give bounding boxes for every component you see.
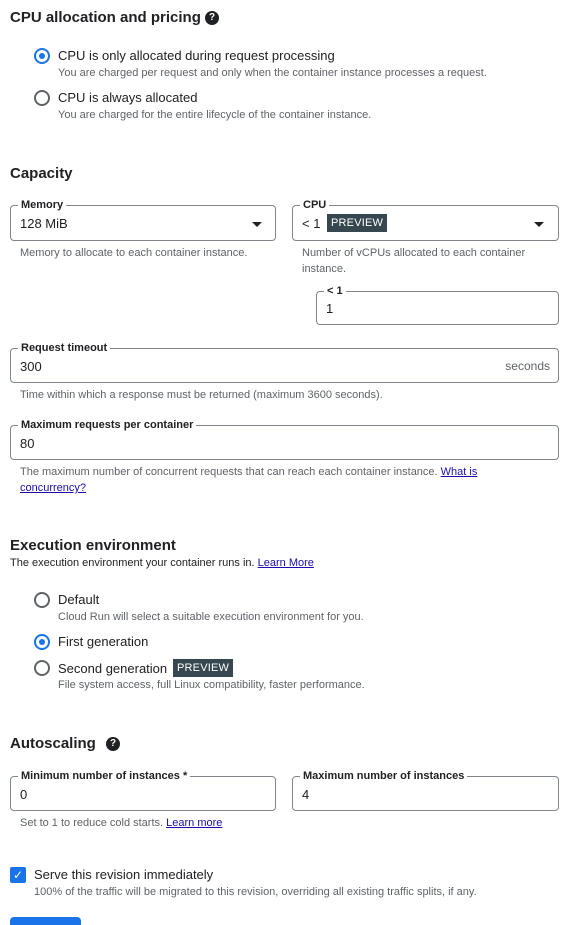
preview-badge: PREVIEW bbox=[173, 659, 233, 677]
memory-select[interactable] bbox=[10, 199, 276, 241]
max-instances-input[interactable] bbox=[292, 770, 559, 811]
radio-label: Second generation bbox=[58, 661, 168, 676]
request-timeout-hint: Time within which a response must be returned (maximum 3600 seconds). bbox=[20, 389, 383, 401]
autoscaling-hint: Set to 1 to reduce cold starts. Learn more bbox=[20, 817, 223, 829]
cpu-allocation-title: CPU allocation and pricing ? bbox=[10, 9, 219, 26]
radio-label: CPU is always allocated bbox=[58, 90, 198, 105]
radio-description: Cloud Run will select a suitable execution environment for you. bbox=[58, 611, 364, 623]
cpu-fraction-label: < 1 bbox=[324, 284, 346, 298]
memory-hint: Memory to allocate to each container instance. bbox=[20, 247, 248, 259]
radio-cpu-always[interactable] bbox=[34, 90, 50, 106]
radio-exec-default[interactable] bbox=[34, 592, 50, 608]
cpu-select[interactable] bbox=[292, 199, 559, 241]
help-icon[interactable]: ? bbox=[205, 11, 219, 25]
help-icon[interactable]: ? bbox=[106, 737, 120, 751]
radio-description: You are charged for the entire lifecycle of the container instance. bbox=[58, 109, 372, 121]
request-timeout-input[interactable] bbox=[10, 342, 559, 383]
capacity-title: Capacity bbox=[10, 165, 73, 182]
request-timeout-label: Request timeout bbox=[18, 341, 110, 355]
learn-more-link[interactable]: Learn More bbox=[257, 557, 314, 569]
seconds-suffix: seconds bbox=[505, 359, 550, 373]
cpu-hint: Number of vCPUs allocated to each container instance. bbox=[302, 247, 526, 275]
radio-exec-second-gen[interactable] bbox=[34, 660, 50, 676]
radio-description: File system access, full Linux compatibility, faster performance. bbox=[58, 679, 365, 691]
min-instances-label: Minimum number of instances * bbox=[18, 769, 190, 783]
chevron-down-icon bbox=[252, 222, 262, 227]
serve-immediately-label: Serve this revision immediately bbox=[34, 867, 214, 882]
min-instances-value: 0 bbox=[20, 787, 28, 802]
radio-cpu-request-only[interactable] bbox=[34, 48, 50, 64]
execution-title: Execution environment bbox=[10, 537, 176, 554]
cpu-label: CPU bbox=[300, 198, 329, 212]
request-timeout-value: 300 bbox=[20, 359, 42, 374]
radio-label: Default bbox=[58, 592, 100, 607]
radio-label: CPU is only allocated during request processing bbox=[58, 48, 335, 63]
preview-badge: PREVIEW bbox=[327, 214, 387, 232]
max-requests-value: 80 bbox=[20, 436, 35, 451]
cpu-fraction-input[interactable] bbox=[316, 285, 559, 325]
max-requests-hint: The maximum number of concurrent requests that can reach each container instance. What is concurrency? bbox=[20, 466, 478, 494]
autoscaling-title: Autoscaling ? bbox=[10, 735, 120, 752]
memory-label: Memory bbox=[18, 198, 66, 212]
max-requests-input[interactable] bbox=[10, 419, 559, 460]
what-is-link[interactable]: What is bbox=[440, 466, 478, 478]
chevron-down-icon bbox=[534, 222, 544, 227]
min-instances-input[interactable] bbox=[10, 770, 276, 811]
max-requests-label: Maximum requests per container bbox=[18, 418, 196, 432]
serve-immediately-description: 100% of the traffic will be migrated to this revision, overriding all existing traffic splits, if any. bbox=[34, 886, 477, 898]
radio-exec-first-gen[interactable] bbox=[34, 634, 50, 650]
memory-value: 128 MiB bbox=[20, 216, 68, 231]
radio-description: You are charged per request and only when the container instance processes a request. bbox=[58, 67, 487, 79]
cpu-value: < 1 bbox=[302, 216, 321, 231]
radio-label: First generation bbox=[58, 634, 149, 649]
max-instances-label: Maximum number of instances bbox=[300, 769, 467, 783]
serve-immediately-checkbox[interactable]: ✓ bbox=[10, 867, 26, 883]
submit-button[interactable] bbox=[10, 917, 81, 925]
concurrency-link[interactable]: concurrency? bbox=[20, 482, 87, 494]
max-instances-value: 4 bbox=[302, 787, 310, 802]
execution-subtitle: The execution environment your container runs in. Learn More bbox=[10, 557, 314, 569]
learn-more-link[interactable]: Learn more bbox=[166, 817, 223, 829]
cpu-fraction-value: 1 bbox=[326, 301, 334, 316]
